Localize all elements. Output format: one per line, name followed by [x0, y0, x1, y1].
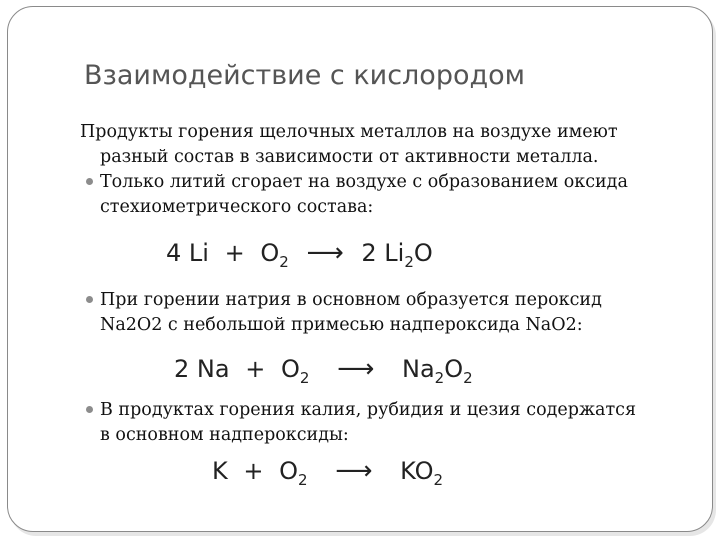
- eq-plus: +: [224, 239, 245, 267]
- bullet-dot: [86, 406, 93, 413]
- bullet-1-line-1: Только литий сгорает на воздухе с образованием оксида: [100, 172, 628, 192]
- eq-arrow: ⟶: [337, 354, 375, 384]
- eq-reactant: O: [279, 457, 299, 485]
- equation-potassium: [212, 456, 444, 489]
- eq-plus: +: [243, 457, 264, 485]
- eq-reactant: O: [260, 239, 280, 267]
- bullet-dot: [86, 296, 93, 303]
- eq-product: O: [444, 355, 464, 383]
- eq-coefficient: 2: [361, 239, 377, 267]
- intro-line-2: разный состав в зависимости от активности металла.: [100, 147, 599, 167]
- bullet-2-line-2: Na2O2 с небольшой примесью надпероксида NaO2:: [100, 315, 583, 335]
- eq-reactant: Na: [196, 355, 230, 383]
- eq-subscript: 2: [434, 369, 445, 387]
- eq-plus: +: [245, 355, 266, 383]
- eq-arrow: ⟶: [335, 456, 373, 486]
- eq-subscript: 2: [404, 253, 414, 271]
- eq-subscript: 2: [299, 369, 310, 387]
- eq-coefficient: 4: [166, 239, 182, 267]
- eq-reactant: K: [212, 457, 228, 485]
- bullet-2-line-1: При горении натрия в основном образуется пероксид: [100, 290, 602, 310]
- bullet-1-line-2: стехиометрического состава:: [100, 197, 374, 217]
- equation-sodium: [174, 354, 473, 387]
- eq-product: Na: [401, 355, 435, 383]
- eq-product: KO: [400, 457, 434, 485]
- eq-subscript: 2: [298, 471, 308, 489]
- intro-line-1: Продукты горения щелочных металлов на воздухе имеют: [80, 122, 618, 142]
- slide-title: Взаимодействие с кислородом: [84, 60, 526, 91]
- eq-subscript: 2: [463, 369, 473, 387]
- eq-subscript: 2: [433, 471, 444, 489]
- eq-product: Li: [384, 239, 405, 267]
- bullet-dot: [86, 178, 93, 185]
- eq-subscript: 2: [279, 253, 289, 271]
- eq-arrow: ⟶: [306, 238, 344, 268]
- bullet-3-line-2: в основном надпероксиды:: [100, 425, 349, 445]
- equation-lithium: [166, 238, 433, 271]
- eq-coefficient: 2: [174, 355, 190, 383]
- eq-product: O: [413, 239, 433, 267]
- eq-reactant: O: [280, 355, 300, 383]
- eq-reactant: Li: [188, 239, 209, 267]
- bullet-3-line-1: В продуктах горения калия, рубидия и цезия содержатся: [100, 400, 637, 420]
